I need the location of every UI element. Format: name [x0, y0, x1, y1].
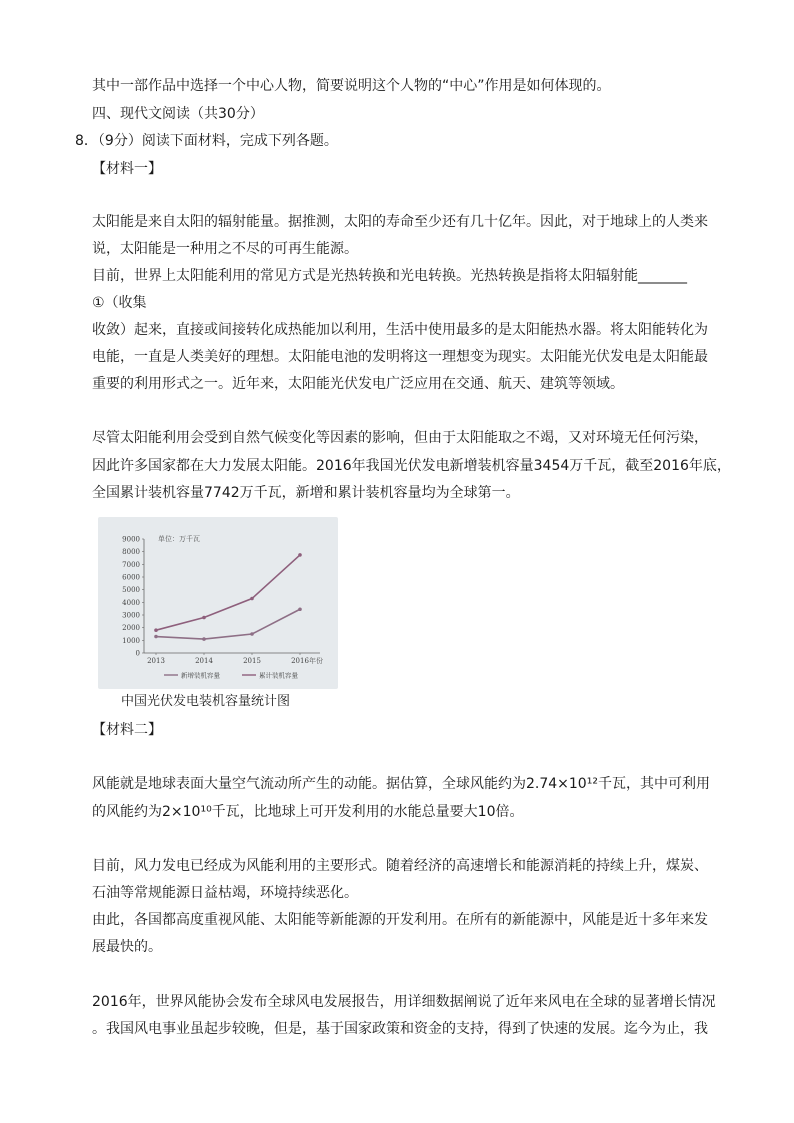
paragraph-line: 。我国风电事业虽起步较晚，但是，基于国家政策和资金的支持，得到了快速的发展。迄今为止，我: [92, 1021, 708, 1037]
paragraph-line: 展最快的。: [92, 939, 162, 955]
paragraph-line: 全国累计装机容量7742万千瓦，新增和累计装机容量均为全球第一。: [92, 485, 520, 501]
data-point: [298, 607, 302, 611]
x-tick-label: 2016: [291, 657, 309, 665]
y-tick-label: 9000: [122, 535, 140, 544]
paragraph-line: 风能就是地球表面大量空气流动所产生的动能。据估算，全球风能约为2.74×10¹²千瓦，其中可利用: [92, 776, 710, 792]
y-tick-label: 8000: [122, 548, 140, 557]
paragraph-line: 2016年，世界风能协会发布全球风电发展报告，用详细数据阐说了近年来风电在全球的显著增长情况: [92, 994, 716, 1010]
chart-caption: 中国光伏发电装机容量统计图: [121, 694, 291, 709]
material-two-heading: 【材料二】: [92, 722, 162, 738]
legend-label: 新增装机容量: [181, 671, 220, 680]
line-chart: [98, 517, 338, 689]
paragraph-line: 收敛）起来，直接或间接转化成热能加以利用，生活中使用最多的是太阳能热水器。将太阳能转化为: [92, 322, 708, 338]
material-one-heading: 【材料一】: [92, 161, 162, 177]
x-tick-label: 2014: [195, 657, 213, 665]
x-tick-label: 2015: [243, 657, 261, 665]
y-tick-label: 0: [135, 649, 140, 658]
paragraph-line: 石油等常规能源日益枯竭，环境持续恶化。: [92, 885, 358, 901]
paragraph-line: 目前，世界上太阳能利用的常见方式是光热转换和光电转换。光热转换是指将太阳辐射能_______: [92, 268, 687, 284]
paragraph-line: 尽管太阳能利用会受到自然气候变化等因素的影响，但由于太阳能取之不竭，又对环境无任何污染，: [92, 430, 708, 446]
paragraph-line: 重要的利用形式之一。近年来，太阳能光伏发电广泛应用在交通、航天、建筑等领域。: [92, 376, 624, 392]
legend-label: 累计装机容量: [259, 671, 298, 680]
data-point: [202, 637, 206, 641]
x-axis-label: 年份: [309, 657, 323, 665]
solar-capacity-chart: [98, 517, 338, 689]
y-tick-label: 6000: [122, 573, 140, 582]
data-point: [154, 635, 158, 639]
paragraph-line: 目前，风力发电已经成为风能利用的主要形式。随着经济的高速增长和能源消耗的持续上升，煤炭、: [92, 858, 708, 874]
paragraph-line: ①（收集: [92, 295, 147, 311]
y-tick-label: 2000: [122, 624, 140, 633]
paragraph-line: 因此许多国家都在大力发展太阳能。2016年我国光伏发电新增装机容量3454万千瓦，截至2016年底，: [92, 458, 731, 474]
y-tick-label: 5000: [122, 586, 140, 595]
question-title: 8．（9分）阅读下面材料，完成下列各题。: [75, 133, 338, 149]
x-tick-label: 2013: [147, 657, 165, 665]
y-tick-label: 7000: [122, 560, 140, 569]
data-point: [202, 616, 206, 620]
section-heading: 四、现代文阅读（共30分）: [92, 106, 264, 122]
y-tick-label: 4000: [122, 598, 140, 607]
paragraph-line: 太阳能是来自太阳的辐射能量。据推测，太阳的寿命至少还有几十亿年。因此，对于地球上的人类来: [92, 214, 708, 230]
data-point: [154, 628, 158, 632]
paragraph-line: 的风能约为2×10¹⁰千瓦，比地球上可开发利用的水能总量要大10倍。: [92, 804, 524, 820]
paragraph-line: 由此，各国都高度重视风能、太阳能等新能源的开发利用。在所有的新能源中，风能是近十多年来发: [92, 912, 708, 928]
question-prompt: 其中一部作品中选择一个中心人物，简要说明这个人物的“中心”作用是如何体现的。: [92, 78, 611, 94]
paragraph-line: 说，太阳能是一种用之不尽的可再生能源。: [92, 241, 358, 257]
y-tick-label: 1000: [122, 636, 140, 645]
y-axis-label: 单位：万千瓦: [158, 535, 200, 543]
series-line: [156, 555, 300, 630]
data-point: [298, 553, 302, 557]
data-point: [250, 597, 254, 601]
paragraph-line: 电能，一直是人类美好的理想。太阳能电池的发明将这一理想变为现实。太阳能光伏发电是太阳能最: [92, 349, 708, 365]
y-tick-label: 3000: [122, 611, 140, 620]
data-point: [250, 632, 254, 636]
